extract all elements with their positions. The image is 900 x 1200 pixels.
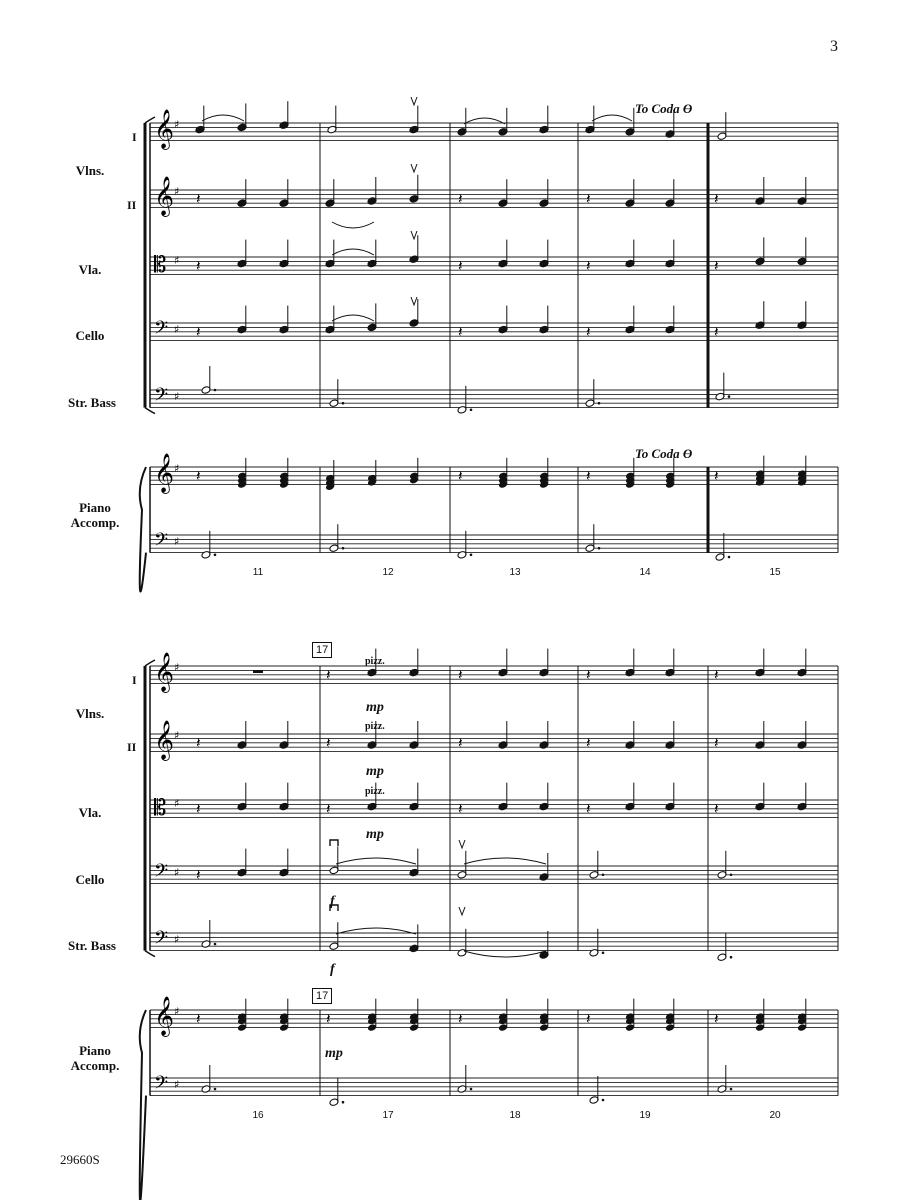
label-bass-s1: Str. Bass [68,395,116,410]
label-violins-s1: Vlns. [75,163,105,178]
label-violin2-s1: II [127,198,137,212]
slur [332,249,374,255]
clef-treble-icon: 𝄞 [154,720,175,760]
quarter-rest-icon: 𝄽 [196,734,201,752]
augmentation-dot [730,874,733,877]
key-signature-sharp-icon: ♯ [174,118,180,131]
augmentation-dot [730,1088,733,1091]
footer-code: 29660S [60,1152,100,1167]
label-viola-s2: Vla. [78,805,102,820]
piano-brace [140,467,146,592]
quarter-rest-icon: 𝄽 [714,666,719,684]
dynamic-mp-vln2: mp [366,764,384,779]
quarter-rest-icon: 𝄽 [586,323,591,341]
quarter-rest-icon: 𝄽 [196,800,201,818]
label-cello-s2: Cello [75,872,105,887]
quarter-rest-icon: 𝄽 [326,1010,331,1028]
augmentation-dot [602,874,605,877]
quarter-rest-icon: 𝄽 [714,467,719,485]
clef-treble-icon: 𝄞 [154,453,175,493]
slur [202,115,244,121]
measure-number: 12 [382,567,394,578]
augmentation-dot [342,1101,345,1104]
quarter-rest-icon: 𝄽 [326,800,331,818]
dynamic-f-cello: f [330,894,335,909]
key-signature-sharp-icon: ♯ [174,1078,180,1091]
quarter-rest-icon: 𝄽 [458,323,463,341]
augmentation-dot [214,1088,217,1091]
augmentation-dot [598,547,601,550]
clef-treble-icon: 𝄞 [154,109,175,149]
clef-bass-icon: 𝄢 [154,385,169,410]
measure-number: 19 [639,1110,651,1121]
slur [464,951,546,957]
down-bow-icon [330,840,338,846]
augmentation-dot [342,402,345,405]
augmentation-dot [730,956,733,959]
dynamic-mp-viola: mp [366,827,384,842]
measure-number: 17 [382,1110,394,1121]
quarter-rest-icon: 𝄽 [586,734,591,752]
dynamic-mp-piano: mp [325,1046,343,1061]
label-violin1-s2: I [132,673,137,687]
clef-alto-icon: 𝄡 [154,253,167,278]
clef-treble-icon: 𝄞 [154,652,175,692]
quarter-rest-icon: 𝄽 [458,666,463,684]
clef-alto-icon: 𝄡 [154,796,167,821]
key-signature-sharp-icon: ♯ [174,323,180,336]
measure-number: 11 [252,567,264,578]
quarter-rest-icon: 𝄽 [458,257,463,275]
key-signature-sharp-icon: ♯ [174,1005,180,1018]
augmentation-dot [598,402,601,405]
up-bow-icon [459,907,465,915]
quarter-rest-icon: 𝄽 [326,734,331,752]
quarter-rest-icon: 𝄽 [196,257,201,275]
slur [332,222,374,228]
key-signature-sharp-icon: ♯ [174,729,180,742]
label-cello-s1: Cello [75,328,105,343]
key-signature-sharp-icon: ♯ [174,866,180,879]
up-bow-icon [411,297,417,305]
key-signature-sharp-icon: ♯ [174,535,180,548]
pizz-marking-vln1: pizz. [365,656,385,667]
quarter-rest-icon: 𝄽 [586,467,591,485]
up-bow-icon [459,840,465,848]
clef-bass-icon: 𝄢 [154,1073,169,1098]
dynamic-mp-vln1: mp [366,700,384,715]
piano-brace [140,1010,146,1200]
augmentation-dot [728,556,731,559]
quarter-rest-icon: 𝄽 [458,734,463,752]
augmentation-dot [728,395,731,398]
rehearsal-mark-piano: 17 [312,988,332,1004]
clef-bass-icon: 𝄢 [154,861,169,886]
clef-bass-icon: 𝄢 [154,318,169,343]
quarter-rest-icon: 𝄽 [714,800,719,818]
augmentation-dot [214,389,217,392]
key-signature-sharp-icon: ♯ [174,661,180,674]
augmentation-dot [470,1088,473,1091]
key-signature-sharp-icon: ♯ [174,797,180,810]
quarter-rest-icon: 𝄽 [196,866,201,884]
augmentation-dot [602,952,605,955]
quarter-rest-icon: 𝄽 [458,190,463,208]
dynamic-f-bass: f [330,962,335,977]
label-piano-s2: Piano Accomp. [70,1043,120,1073]
quarter-rest-icon: 𝄽 [714,257,719,275]
up-bow-icon [411,164,417,172]
whole-rest-icon [253,670,263,673]
down-bow-icon [330,905,338,911]
measure-number: 16 [252,1110,264,1121]
slur [336,858,416,864]
quarter-rest-icon: 𝄽 [196,190,201,208]
quarter-rest-icon: 𝄽 [586,800,591,818]
label-violin1-s1: I [132,130,137,144]
quarter-rest-icon: 𝄽 [458,467,463,485]
measure-number: 15 [769,567,781,578]
slur [592,115,632,121]
quarter-rest-icon: 𝄽 [714,323,719,341]
key-signature-sharp-icon: ♯ [174,254,180,267]
clef-bass-icon: 𝄢 [154,530,169,555]
page-number: 3 [830,38,838,55]
augmentation-dot [470,409,473,412]
clef-bass-icon: 𝄢 [154,928,169,953]
measure-number: 14 [639,567,651,578]
quarter-rest-icon: 𝄽 [714,1010,719,1028]
label-violin2-s2: II [127,740,137,754]
quarter-rest-icon: 𝄽 [196,1010,201,1028]
augmentation-dot [214,943,217,946]
to-coda-marking-strings: To Coda ϴ [635,101,693,116]
slur [464,858,546,864]
augmentation-dot [602,1099,605,1102]
rehearsal-mark-strings: 17 [312,642,332,658]
slur [332,315,374,321]
measure-number: 13 [509,567,521,578]
quarter-rest-icon: 𝄽 [458,1010,463,1028]
up-bow-icon [411,231,417,239]
pizz-marking-viola: pizz. [365,786,385,797]
quarter-rest-icon: 𝄽 [586,1010,591,1028]
pizz-marking-vln2: pizz. [365,721,385,732]
quarter-rest-icon: 𝄽 [586,666,591,684]
measure-number: 20 [769,1110,781,1121]
quarter-rest-icon: 𝄽 [714,734,719,752]
key-signature-sharp-icon: ♯ [174,390,180,403]
quarter-rest-icon: 𝄽 [196,323,201,341]
clef-treble-icon: 𝄞 [154,176,175,216]
augmentation-dot [342,547,345,550]
label-piano-s1: Piano Accomp. [70,500,120,530]
quarter-rest-icon: 𝄽 [586,257,591,275]
to-coda-marking-piano: To Coda ϴ [635,446,693,461]
quarter-rest-icon: 𝄽 [196,467,201,485]
quarter-rest-icon: 𝄽 [586,190,591,208]
key-signature-sharp-icon: ♯ [174,933,180,946]
up-bow-icon [411,97,417,105]
label-violins-s2: Vlns. [75,706,105,721]
quarter-rest-icon: 𝄽 [458,800,463,818]
quarter-rest-icon: 𝄽 [326,666,331,684]
clef-treble-icon: 𝄞 [154,996,175,1036]
quarter-rest-icon: 𝄽 [714,190,719,208]
label-bass-s2: Str. Bass [68,938,116,953]
measure-number: 18 [509,1110,521,1121]
augmentation-dot [214,554,217,557]
label-viola-s1: Vla. [78,262,102,277]
augmentation-dot [470,554,473,557]
key-signature-sharp-icon: ♯ [174,185,180,198]
key-signature-sharp-icon: ♯ [174,462,180,475]
